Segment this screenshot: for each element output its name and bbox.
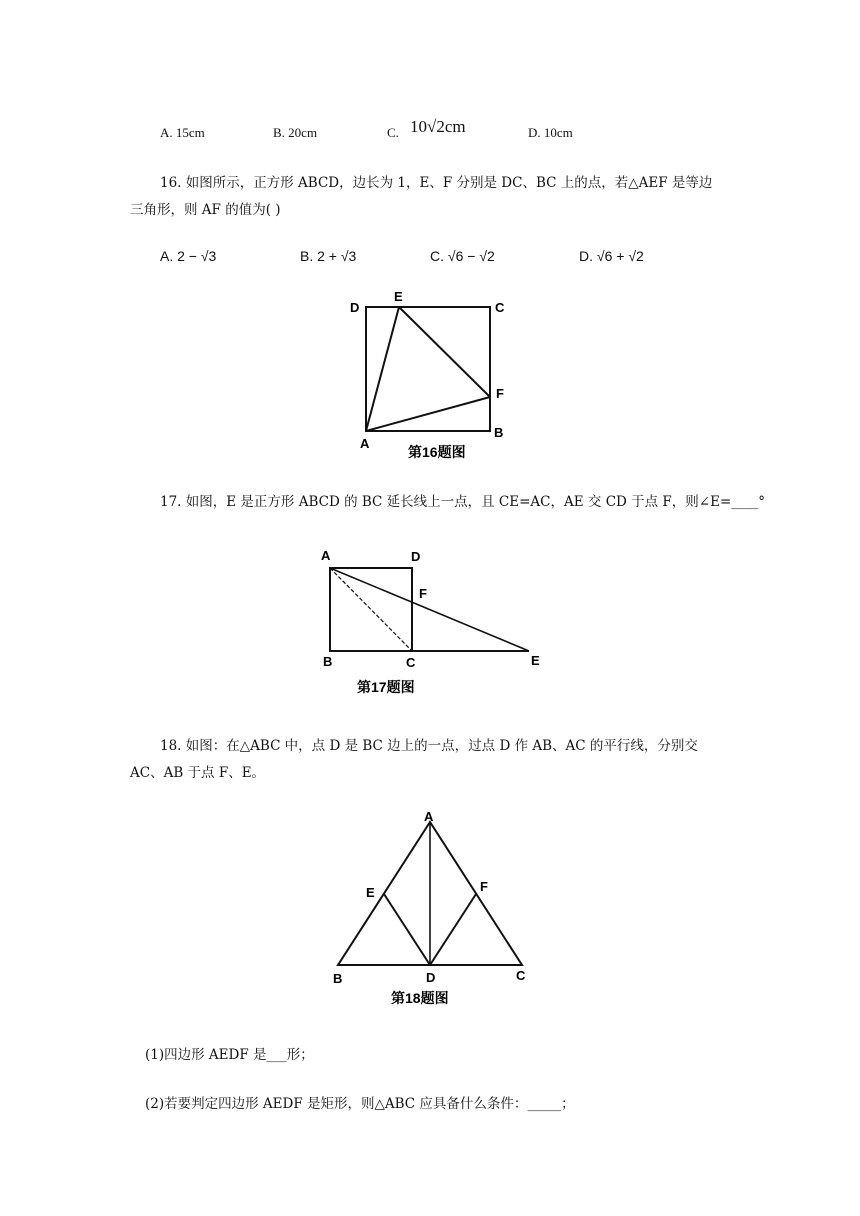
q16-text-line1: 16. 如图所示，正方形 ABCD，边长为 1，E、F 分别是 DC、BC 上的点，若△AEF 是等边 bbox=[160, 175, 713, 191]
fig18-label-a: A bbox=[424, 809, 434, 824]
fig18-segment-de bbox=[384, 894, 430, 965]
fig16-label-b: B bbox=[494, 425, 504, 440]
fig18-label-e: E bbox=[366, 885, 375, 900]
fig16-segment-ae bbox=[366, 307, 399, 431]
fig16-label-a: A bbox=[360, 436, 370, 451]
fig17-label-c: C bbox=[406, 655, 416, 670]
fig17-label-a: A bbox=[321, 548, 331, 563]
q18-text-line2: AC、AB 于点 F、E。 bbox=[130, 765, 266, 781]
figure-17 bbox=[315, 540, 555, 700]
fig16-label-f: F bbox=[496, 386, 504, 401]
fig16-label-c: C bbox=[495, 300, 505, 315]
q16-option-d: D. √6 + √2 bbox=[579, 248, 644, 264]
fig16-segment-ef bbox=[399, 307, 490, 397]
figure-16 bbox=[340, 285, 520, 465]
q15-option-c-label: C. bbox=[387, 125, 399, 140]
q15-option-c-value: 10√2cm bbox=[410, 117, 466, 136]
fig18-label-c: C bbox=[516, 968, 526, 983]
fig18-segment-df bbox=[430, 894, 476, 965]
fig17-caption: 第17题图 bbox=[357, 679, 415, 695]
fig16-square bbox=[366, 307, 490, 431]
q18-text-line1: 18. 如图：在△ABC 中，点 D 是 BC 边上的一点，过点 D 作 AB、AC 的平行线，分别交 bbox=[160, 738, 698, 754]
q15-option-b: B. 20cm bbox=[273, 125, 318, 140]
fig18-caption: 第18题图 bbox=[391, 990, 449, 1006]
fig18-label-d: D bbox=[426, 970, 436, 985]
fig18-label-f: F bbox=[480, 879, 488, 894]
fig16-label-e: E bbox=[394, 289, 403, 304]
fig17-segment-ae bbox=[330, 568, 529, 651]
fig17-label-f: F bbox=[419, 586, 427, 601]
q15-option-d: D. 10cm bbox=[528, 125, 573, 140]
q15-option-a: A. 15cm bbox=[160, 125, 205, 140]
q16-option-b: B. 2 + √3 bbox=[300, 248, 357, 264]
fig16-label-d: D bbox=[350, 300, 360, 315]
fig17-diagonal-ac bbox=[330, 568, 412, 651]
fig16-segment-af bbox=[366, 397, 490, 431]
q18-part2: (2)若要判定四边形 AEDF 是矩形，则△ABC 应具备什么条件：_____； bbox=[145, 1096, 575, 1112]
fig18-label-b: B bbox=[333, 971, 343, 986]
fig17-label-d: D bbox=[411, 549, 421, 564]
fig17-label-e: E bbox=[531, 653, 540, 668]
q16-option-c: C. √6 − √2 bbox=[430, 248, 495, 264]
figure-18 bbox=[325, 805, 540, 1010]
q16-text-line2: 三角形，则 AF 的值为( ) bbox=[130, 202, 281, 218]
fig16-caption: 第16题图 bbox=[408, 444, 466, 460]
q17-text: 17. 如图，E 是正方形 ABCD 的 BC 延长线上一点，且 CE=AC，AE 交 CD 于点 F，则∠E=____° bbox=[160, 494, 766, 510]
q18-part1: (1)四边形 AEDF 是___形； bbox=[145, 1047, 314, 1063]
q16-option-a: A. 2 − √3 bbox=[160, 248, 217, 264]
fig17-label-b: B bbox=[323, 654, 333, 669]
